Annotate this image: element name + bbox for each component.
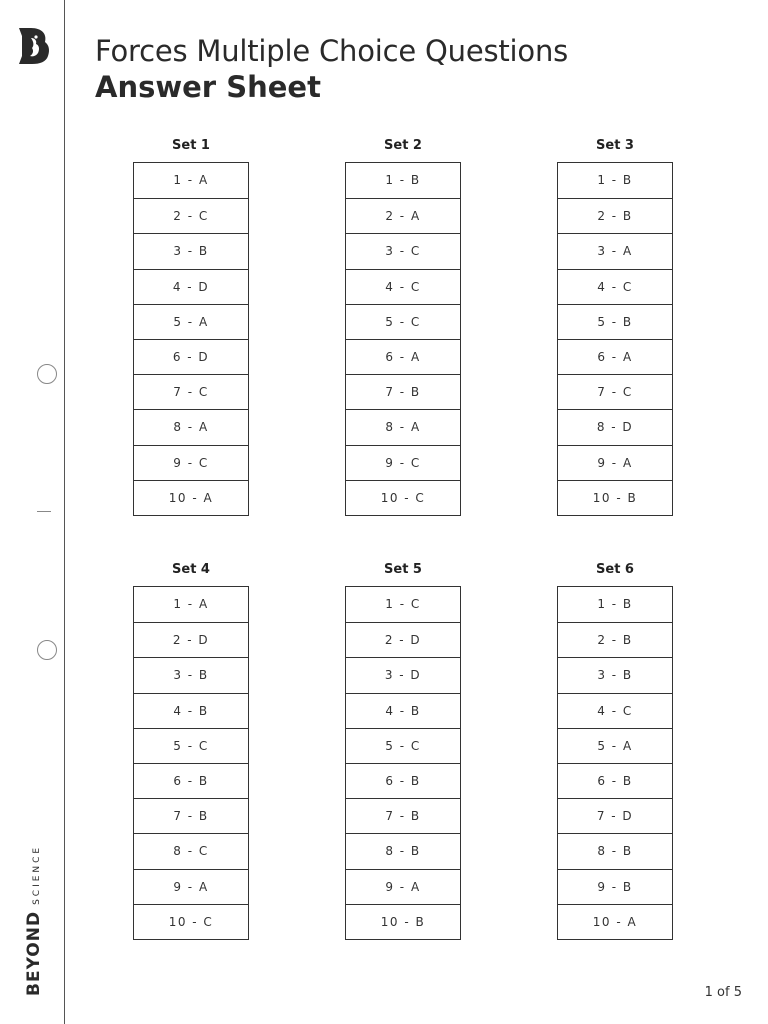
answer-table bbox=[133, 162, 249, 516]
answer-cell: 4 - B bbox=[134, 693, 248, 728]
answer-cell: 3 - A bbox=[558, 233, 672, 268]
answer-cell: 1 - B bbox=[385, 173, 421, 187]
fold-mark bbox=[37, 511, 51, 512]
answer-table bbox=[345, 586, 461, 940]
answer-cell: 4 - C bbox=[558, 269, 672, 304]
set-label: Set 5 bbox=[384, 562, 422, 577]
brand-wordmark bbox=[24, 845, 44, 996]
answer-cell: 8 - C bbox=[134, 833, 248, 868]
answer-cell: 8 - B bbox=[558, 833, 672, 868]
answer-table bbox=[557, 586, 673, 940]
answer-set bbox=[133, 137, 249, 516]
answer-cell: 1 - C bbox=[385, 597, 421, 611]
answer-cell: 10 - A bbox=[134, 480, 248, 515]
answer-set bbox=[557, 137, 673, 516]
set-label: Set 4 bbox=[172, 562, 210, 577]
set-label: Set 2 bbox=[384, 138, 422, 153]
answer-cell: 3 - B bbox=[134, 233, 248, 268]
brand-primary: BEYOND bbox=[24, 910, 44, 996]
answer-cell: 5 - C bbox=[346, 304, 460, 339]
answer-cell: 8 - A bbox=[346, 409, 460, 444]
margin-line bbox=[64, 0, 65, 1024]
answer-cell: 6 - B bbox=[134, 763, 248, 798]
answer-set bbox=[133, 561, 249, 940]
answer-cell: 1 - B bbox=[597, 597, 633, 611]
brand-secondary: SCIENCE bbox=[32, 844, 42, 905]
answer-cell: 4 - D bbox=[134, 269, 248, 304]
answer-table bbox=[345, 162, 461, 516]
answer-cell: 9 - A bbox=[558, 445, 672, 480]
page-title: Forces Multiple Choice Questions bbox=[95, 34, 569, 68]
answer-cell: 10 - C bbox=[346, 480, 460, 515]
answer-cell: 7 - B bbox=[346, 374, 460, 409]
answer-cell: 4 - B bbox=[346, 693, 460, 728]
binder-hole-bottom bbox=[37, 640, 57, 660]
answer-cell: 7 - B bbox=[134, 798, 248, 833]
answer-cell: 8 - B bbox=[346, 833, 460, 868]
answer-cell: 3 - B bbox=[558, 657, 672, 692]
answer-cell: 10 - B bbox=[346, 904, 460, 939]
set-label: Set 1 bbox=[172, 138, 210, 153]
binder-hole-top bbox=[37, 364, 57, 384]
answer-cell: 5 - B bbox=[558, 304, 672, 339]
answer-cell: 5 - A bbox=[558, 728, 672, 763]
answer-table bbox=[133, 586, 249, 940]
set-label: Set 3 bbox=[596, 138, 634, 153]
answer-cell: 9 - B bbox=[558, 869, 672, 904]
answer-cell: 7 - C bbox=[558, 374, 672, 409]
answer-cell: 2 - B bbox=[558, 622, 672, 657]
answer-cell: 5 - C bbox=[346, 728, 460, 763]
answer-set bbox=[557, 561, 673, 940]
answer-cell: 6 - B bbox=[346, 763, 460, 798]
answer-cell: 6 - B bbox=[558, 763, 672, 798]
answer-cell: 2 - D bbox=[346, 622, 460, 657]
answer-cell: 3 - C bbox=[346, 233, 460, 268]
answer-cell: 2 - A bbox=[346, 198, 460, 233]
answer-cell: 5 - C bbox=[134, 728, 248, 763]
answer-cell: 4 - C bbox=[558, 693, 672, 728]
answer-cell: 10 - B bbox=[558, 480, 672, 515]
answer-cell: 6 - A bbox=[346, 339, 460, 374]
answer-cell: 7 - D bbox=[558, 798, 672, 833]
beyond-logo-icon bbox=[16, 26, 50, 66]
answer-cell: 1 - A bbox=[173, 597, 209, 611]
answer-cell: 10 - C bbox=[134, 904, 248, 939]
answer-cell: 8 - A bbox=[134, 409, 248, 444]
answer-cell: 4 - C bbox=[346, 269, 460, 304]
answer-cell: 10 - A bbox=[558, 904, 672, 939]
answer-cell: 1 - A bbox=[173, 173, 209, 187]
answer-cell: 3 - B bbox=[134, 657, 248, 692]
answer-set bbox=[345, 137, 461, 516]
answer-cell: 9 - A bbox=[134, 869, 248, 904]
answer-cell: 2 - C bbox=[134, 198, 248, 233]
answer-cell: 2 - B bbox=[558, 198, 672, 233]
page-subtitle: Answer Sheet bbox=[95, 70, 321, 104]
answer-table bbox=[557, 162, 673, 516]
answer-cell: 9 - A bbox=[346, 869, 460, 904]
answer-cell: 9 - C bbox=[134, 445, 248, 480]
answer-cell: 2 - D bbox=[134, 622, 248, 657]
answer-cell: 9 - C bbox=[346, 445, 460, 480]
answer-cell: 7 - B bbox=[346, 798, 460, 833]
answer-cell: 6 - A bbox=[558, 339, 672, 374]
set-label: Set 6 bbox=[596, 562, 634, 577]
answer-cell: 6 - D bbox=[134, 339, 248, 374]
answer-cell: 3 - D bbox=[346, 657, 460, 692]
answer-cell: 1 - B bbox=[597, 173, 633, 187]
page-number: 1 of 5 bbox=[704, 985, 742, 1000]
answer-cell: 5 - A bbox=[134, 304, 248, 339]
answer-cell: 8 - D bbox=[558, 409, 672, 444]
answer-cell: 7 - C bbox=[134, 374, 248, 409]
answer-set bbox=[345, 561, 461, 940]
